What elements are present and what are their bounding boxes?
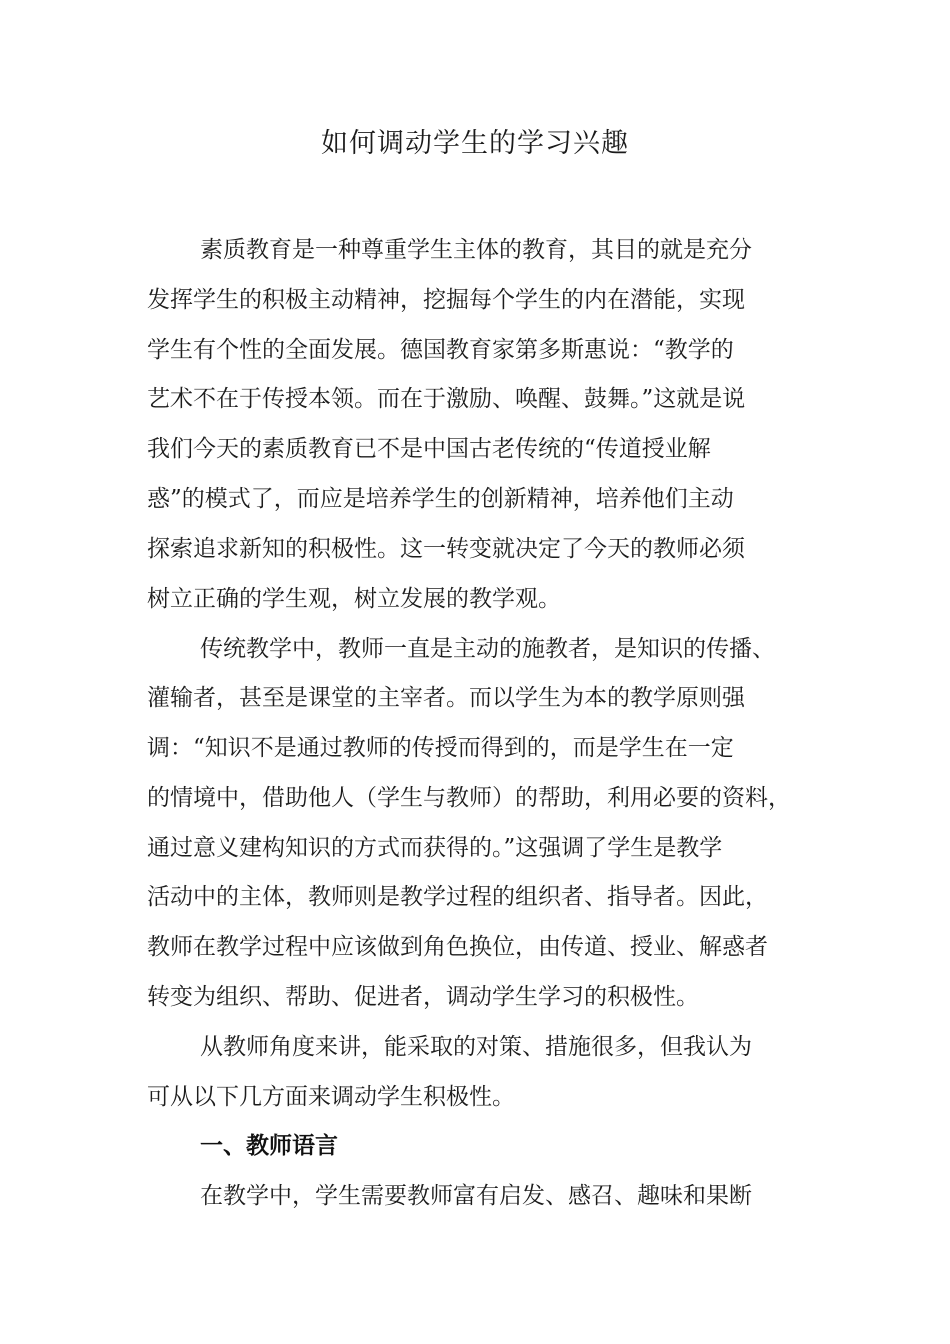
paragraph-line: 的情境中，借助他人（学生与教师）的帮助，利用必要的资料， [147,785,791,811]
paragraph-line: 我们今天的素质教育已不是中国古老传统的“传道授业解 [147,436,711,462]
paragraph-line: 传统教学中，教师一直是主动的施教者，是知识的传播、 [200,636,775,662]
paragraph-line: 灌输者，甚至是课堂的主宰者。而以学生为本的教学原则强 [147,685,745,711]
paragraph-line: 从教师角度来讲，能采取的对策、措施很多，但我认为 [200,1034,752,1060]
paragraph-line: 转变为组织、帮助、促进者，调动学生学习的积极性。 [147,984,699,1010]
paragraph-line: 素质教育是一种尊重学生主体的教育，其目的就是充分 [200,237,752,263]
paragraph-line: 探索追求新知的积极性。这一转变就决定了今天的教师必须 [147,536,745,562]
paragraph-line: 调：“知识不是通过教师的传授而得到的，而是学生在一定 [147,735,734,761]
paragraph-line: 树立正确的学生观，树立发展的教学观。 [147,586,561,612]
section-heading: 一、教师语言 [200,1133,338,1159]
paragraph-line: 可从以下几方面来调动学生积极性。 [147,1084,515,1110]
paragraph-line: 艺术不在于传授本领。而在于激励、唤醒、鼓舞。”这就是说 [147,386,746,412]
section-first-line: 在教学中，学生需要教师富有启发、感召、趣味和果断 [200,1183,752,1209]
paragraph-line: 惑”的模式了，而应是培养学生的创新精神，培养他们主动 [147,486,734,512]
paragraph-line: 发挥学生的积极主动精神，挖掘每个学生的内在潜能，实现 [147,287,745,313]
paragraph-line: 活动中的主体，教师则是教学过程的组织者、指导者。因此， [147,884,768,910]
paragraph-line: 学生有个性的全面发展。德国教育家第多斯惠说：“教学的 [147,337,734,363]
document-title: 如何调动学生的学习兴趣 [321,128,629,159]
paragraph-line: 通过意义建构知识的方式而获得的。”这强调了学生是教学 [147,835,723,861]
paragraph-line: 教师在教学过程中应该做到角色换位，由传道、授业、解惑者 [147,934,768,960]
